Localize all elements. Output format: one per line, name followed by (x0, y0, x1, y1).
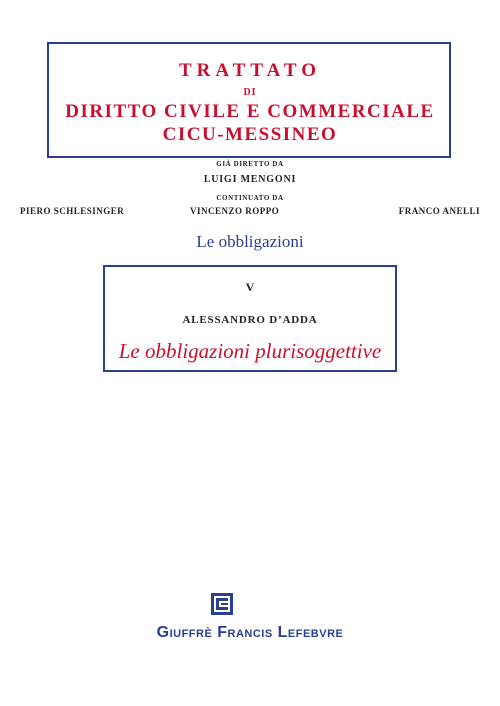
editor-name: VINCENZO ROPPO (190, 206, 280, 216)
gia-diretto-label: GIÀ DIRETTO DA (216, 160, 284, 168)
series-title-line2: DI (243, 87, 257, 98)
publisher-name (0, 624, 500, 642)
series-title-line1: TRATTATO (178, 60, 322, 81)
series-title-line4: CICU-MESSINEO (162, 124, 338, 145)
editor-name: FRANCO ANELLI (398, 206, 480, 216)
editor-name: PIERO SCHLESINGER (20, 206, 125, 216)
volume-number: V (245, 280, 255, 294)
series-title-line3: DIRITTO CIVILE E COMMERCIALE (65, 101, 435, 122)
topic-title: Le obbligazioni (196, 232, 304, 251)
author-name: ALESSANDRO D’ADDA (182, 314, 318, 326)
publisher-name-text: Giuffrè Francis Lefebvre (156, 624, 344, 641)
continuato-label: CONTINUATO DA (216, 194, 284, 202)
director-name: LUIGI MENGONI (203, 174, 297, 185)
publisher-logo-icon (211, 593, 233, 615)
book-title: Le obbligazioni plurisoggettive (118, 339, 382, 363)
